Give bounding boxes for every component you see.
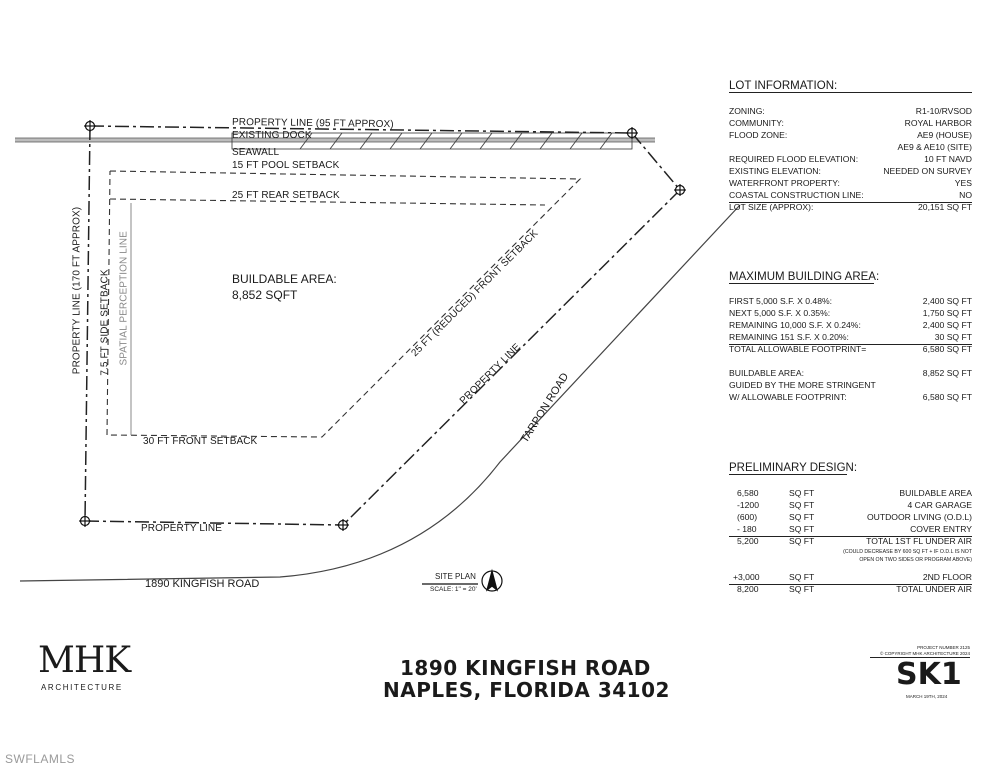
- lot-row: ZONING: R1-10/RVSOD: [729, 106, 972, 116]
- kingfish-road-label: 1890 KINGFISH ROAD: [145, 578, 260, 590]
- existing-dock-label: EXISTING DOCK: [232, 130, 312, 141]
- watermark: SWFLAMLS: [5, 752, 76, 766]
- sheet-number: SK1: [896, 657, 962, 692]
- site-plan-scale: SCALE: 1" = 20': [430, 586, 477, 593]
- rear-setback-label: 25 FT REAR SETBACK: [232, 190, 340, 201]
- prelim-table: [729, 488, 972, 598]
- buildable-area-value: 8,852 SQFT: [232, 288, 298, 302]
- max-building-table: [729, 296, 972, 406]
- max-row: BUILDABLE AREA: 8,852 SQ FT: [729, 368, 972, 378]
- lot-row: FLOOD ZONE: AE9 (HOUSE): [729, 130, 972, 140]
- max-row: NEXT 5,000 S.F. X 0.35%: 1,750 SQ FT: [729, 308, 972, 318]
- sheet-date: MARCH 19TH, 2024: [906, 694, 948, 699]
- prelim-row: (600) SQ FT OUTDOOR LIVING (O.D.L): [737, 512, 972, 522]
- seawall-band: [15, 138, 655, 142]
- property-line-diag-label: PROPERTY LINE: [457, 341, 523, 407]
- mhk-logo: MHK: [38, 640, 131, 681]
- max-row: W/ ALLOWABLE FOOTPRINT: 6,580 SQ FT: [729, 392, 972, 402]
- spatial-perception-label: SPATIAL PERCEPTION LINE: [118, 231, 130, 366]
- prelim-note: (COULD DECREASE BY 600 SQ FT + IF O.D.L IS NOT: [843, 549, 972, 555]
- max-row: REMAINING 151 S.F. X 0.20%: 30 SQ FT: [729, 332, 972, 345]
- prelim-row: - 180 SQ FT COVER ENTRY: [729, 524, 972, 537]
- max-row: REMAINING 10,000 S.F. X 0.24%: 2,400 SQ FT: [729, 320, 972, 330]
- prelim-row: 8,200 SQ FT TOTAL UNDER AIR: [737, 584, 972, 594]
- property-line-bottom-label: PROPERTY LINE: [141, 523, 222, 534]
- max-row: FIRST 5,000 S.F. X 0.48%: 2,400 SQ FT: [729, 296, 972, 306]
- sheet-block: [866, 645, 970, 705]
- seawall-label: SEAWALL: [232, 147, 280, 158]
- property-lines: [85, 126, 680, 525]
- lot-row: WATERFRONT PROPERTY: YES: [729, 178, 972, 188]
- property-line-left-label: PROPERTY LINE (170 FT APPROX): [71, 206, 83, 375]
- max-building-title: MAXIMUM BUILDING AREA:: [729, 271, 880, 283]
- address-line-2: NAPLES, FLORIDA 34102: [383, 678, 670, 702]
- mhk-logo-sub: ARCHITECTURE: [41, 683, 123, 692]
- setback-lines: [107, 171, 580, 437]
- project-number: PROJECT NUMBER 2125: [917, 645, 970, 650]
- lot-row: AE9 & AE10 (SITE): [897, 142, 972, 152]
- lot-row: COMMUNITY: ROYAL HARBOR: [729, 118, 972, 128]
- lot-row: COASTAL CONSTRUCTION LINE: NO: [729, 190, 972, 203]
- front-setback-reduced-label: 25 FT (REDUCED) FRONT SETBACK: [409, 228, 541, 359]
- copyright: © COPYRIGHT MHK ARCHITECTURE 2024: [880, 651, 970, 656]
- max-row: TOTAL ALLOWABLE FOOTPRINT= 6,580 SQ FT: [729, 344, 972, 354]
- prelim-note: OPEN ON TWO SIDES OR PROGRAM ABOVE): [859, 557, 972, 563]
- lot-row: EXISTING ELEVATION: NEEDED ON SURVEY: [729, 166, 972, 176]
- buildable-area-label: BUILDABLE AREA:: [232, 272, 337, 286]
- tarpon-road-label: TARPON ROAD: [518, 370, 572, 446]
- pool-setback-label: 15 FT POOL SETBACK: [232, 160, 340, 171]
- address-line-1: 1890 KINGFISH ROAD: [400, 656, 651, 680]
- lot-row: LOT SIZE (APPROX): 20,151 SQ FT: [729, 202, 972, 212]
- prelim-row: +3,000 SQ FT 2ND FLOOR: [729, 572, 972, 585]
- lot-row: REQUIRED FLOOD ELEVATION: 10 FT NAVD: [729, 154, 972, 164]
- site-plan-label: SITE PLAN: [435, 572, 476, 581]
- front-setback-label: 30 FT FRONT SETBACK: [143, 436, 258, 447]
- prelim-title: PRELIMINARY DESIGN:: [729, 462, 858, 474]
- prelim-row: -1200 SQ FT 4 CAR GARAGE: [737, 500, 972, 510]
- side-setback-label: 7.5 FT SIDE SETBACK: [99, 269, 111, 376]
- lot-info-table: [729, 106, 972, 214]
- property-corners: [79, 120, 686, 531]
- max-row: GUIDED BY THE MORE STRINGENT: [729, 380, 876, 390]
- lot-info-title: LOT INFORMATION:: [729, 80, 972, 93]
- property-line-top-label: PROPERTY LINE (95 FT APPROX): [231, 116, 394, 131]
- prelim-row: 5,200 SQ FT TOTAL 1ST FL UNDER AIR: [737, 536, 972, 546]
- prelim-row: 6,580 SQ FT BUILDABLE AREA: [737, 488, 972, 498]
